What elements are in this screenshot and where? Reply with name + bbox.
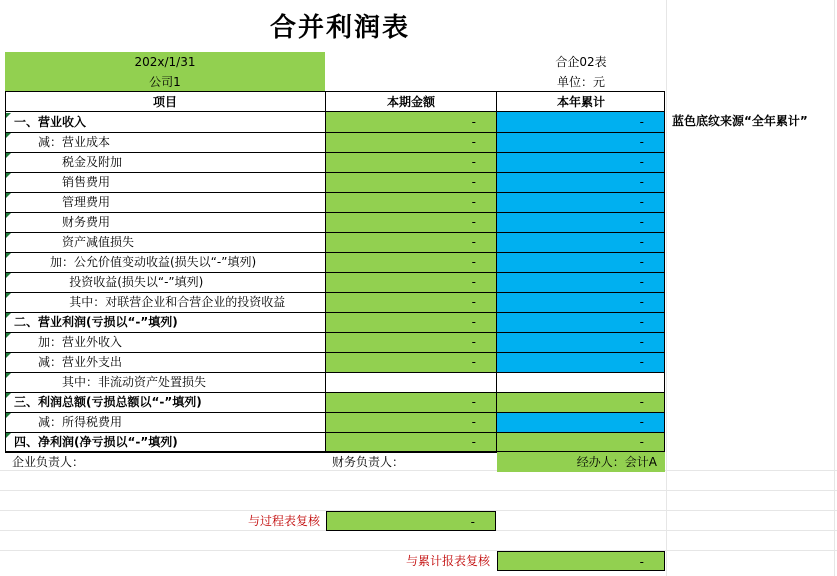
cell-comment-marker: [6, 193, 11, 198]
ytd-amount-cell[interactable]: -: [497, 252, 664, 272]
current-amount-cell[interactable]: -: [326, 132, 496, 152]
row-label[interactable]: 财务费用: [62, 215, 111, 229]
cell-comment-marker: [6, 113, 11, 118]
row-divider: [5, 312, 665, 313]
row-divider: [5, 292, 665, 293]
row-divider: [5, 192, 665, 193]
cell-comment-marker: [6, 233, 11, 238]
ytd-amount-cell[interactable]: -: [497, 332, 664, 352]
form-code: 合企02表: [555, 55, 607, 69]
col-header-ytd: 本年累计: [556, 95, 605, 109]
current-amount-cell[interactable]: -: [326, 412, 496, 432]
col-header-item: 项目: [152, 95, 177, 109]
ytd-amount-cell[interactable]: -: [497, 132, 664, 152]
row-label[interactable]: 加：营业外收入: [38, 335, 123, 349]
cell-comment-marker: [6, 293, 11, 298]
table-border: [664, 91, 665, 452]
current-amount-cell[interactable]: -: [326, 252, 496, 272]
row-label[interactable]: 三、利润总额(亏损总额以“-”填列): [14, 395, 202, 409]
current-amount-cell[interactable]: -: [326, 332, 496, 352]
current-amount-cell[interactable]: -: [326, 292, 496, 312]
row-label[interactable]: 四、净利润(净亏损以“-”填列): [14, 435, 178, 449]
current-amount-cell[interactable]: -: [326, 152, 496, 172]
cell-comment-marker: [6, 133, 11, 138]
row-divider: [5, 432, 665, 433]
current-amount-cell[interactable]: -: [326, 232, 496, 252]
row-divider: [5, 172, 665, 173]
current-amount-cell[interactable]: -: [326, 392, 496, 412]
cell-comment-marker: [6, 333, 11, 338]
company-name[interactable]: 公司1: [5, 72, 325, 92]
table-border: [325, 91, 326, 452]
current-amount-cell[interactable]: [326, 372, 496, 392]
cumulative-check-value[interactable]: -: [497, 551, 665, 571]
ytd-amount-cell[interactable]: -: [497, 412, 664, 432]
cell-comment-marker: [6, 373, 11, 378]
row-divider: [5, 252, 665, 253]
ytd-amount-cell[interactable]: -: [497, 352, 664, 372]
report-date[interactable]: 202x/1/31: [5, 52, 325, 72]
current-amount-cell[interactable]: -: [326, 432, 496, 452]
row-label[interactable]: 一、营业收入: [14, 115, 87, 129]
row-divider: [5, 392, 665, 393]
current-amount-cell[interactable]: -: [326, 312, 496, 332]
ytd-amount-cell[interactable]: -: [497, 432, 664, 452]
row-label[interactable]: 其中：对联营企业和合营企业的投资收益: [69, 295, 286, 309]
unit-label: 单位：元: [556, 75, 605, 89]
cell-comment-marker: [6, 153, 11, 158]
row-divider: [5, 132, 665, 133]
row-label[interactable]: 其中：非流动资产处置损失: [62, 375, 207, 389]
row-label[interactable]: 减：营业成本: [38, 135, 111, 149]
cell-comment-marker: [6, 273, 11, 278]
row-label[interactable]: 加：公允价值变动收益(损失以“-”填列): [50, 255, 257, 269]
row-divider: [5, 352, 665, 353]
current-amount-cell[interactable]: -: [326, 172, 496, 192]
ytd-amount-cell[interactable]: -: [497, 292, 664, 312]
cell-comment-marker: [6, 393, 11, 398]
current-amount-cell[interactable]: -: [326, 192, 496, 212]
ytd-amount-cell[interactable]: -: [497, 192, 664, 212]
process-check-value[interactable]: -: [326, 511, 496, 531]
ytd-amount-cell[interactable]: -: [497, 232, 664, 252]
row-label[interactable]: 销售费用: [62, 175, 111, 189]
row-divider: [5, 272, 665, 273]
handler-cell[interactable]: 经办人：会计A: [497, 452, 665, 472]
blue-fill-note: 蓝色底纹来源“全年累计”: [672, 114, 808, 128]
process-check-label: 与过程表复核: [247, 514, 320, 528]
table-border: [496, 91, 497, 452]
ytd-amount-cell[interactable]: -: [497, 212, 664, 232]
row-label[interactable]: 二、营业利润(亏损以“-”填列): [14, 315, 178, 329]
current-amount-cell[interactable]: -: [326, 112, 496, 132]
current-amount-cell[interactable]: -: [326, 352, 496, 372]
row-label[interactable]: 管理费用: [62, 195, 111, 209]
cell-comment-marker: [6, 433, 11, 438]
ytd-amount-cell[interactable]: -: [497, 112, 664, 132]
row-divider: [5, 332, 665, 333]
current-amount-cell[interactable]: -: [326, 272, 496, 292]
row-label[interactable]: 资产减值损失: [62, 235, 135, 249]
cell-comment-marker: [6, 253, 11, 258]
enterprise-head-label: 企业负责人：: [12, 455, 85, 469]
table-border: [5, 91, 6, 452]
report-title: 合并利润表: [269, 13, 410, 43]
ytd-amount-cell[interactable]: -: [497, 152, 664, 172]
table-border: [5, 91, 665, 92]
cumulative-check-label: 与累计报表复核: [405, 554, 490, 568]
ytd-amount-cell[interactable]: [497, 372, 664, 392]
cell-comment-marker: [6, 173, 11, 178]
row-divider: [5, 152, 665, 153]
row-label[interactable]: 税金及附加: [62, 155, 123, 169]
table-border: [5, 111, 665, 112]
finance-head-label: 财务负责人：: [332, 455, 405, 469]
row-divider: [5, 212, 665, 213]
current-amount-cell[interactable]: -: [326, 212, 496, 232]
ytd-amount-cell[interactable]: -: [497, 172, 664, 192]
row-label[interactable]: 投资收益(损失以“-”填列): [69, 275, 204, 289]
row-divider: [5, 372, 665, 373]
cell-comment-marker: [6, 353, 11, 358]
gridline: [0, 490, 837, 491]
row-divider: [5, 412, 665, 413]
cell-comment-marker: [6, 313, 11, 318]
ytd-amount-cell[interactable]: -: [497, 272, 664, 292]
col-header-current: 本期金额: [386, 95, 435, 109]
cell-comment-marker: [6, 213, 11, 218]
ytd-amount-cell[interactable]: -: [497, 392, 664, 412]
ytd-amount-cell[interactable]: -: [497, 312, 664, 332]
cell-comment-marker: [6, 413, 11, 418]
row-divider: [5, 232, 665, 233]
row-label[interactable]: 减：营业外支出: [38, 355, 123, 369]
row-label[interactable]: 减：所得税费用: [38, 415, 123, 429]
